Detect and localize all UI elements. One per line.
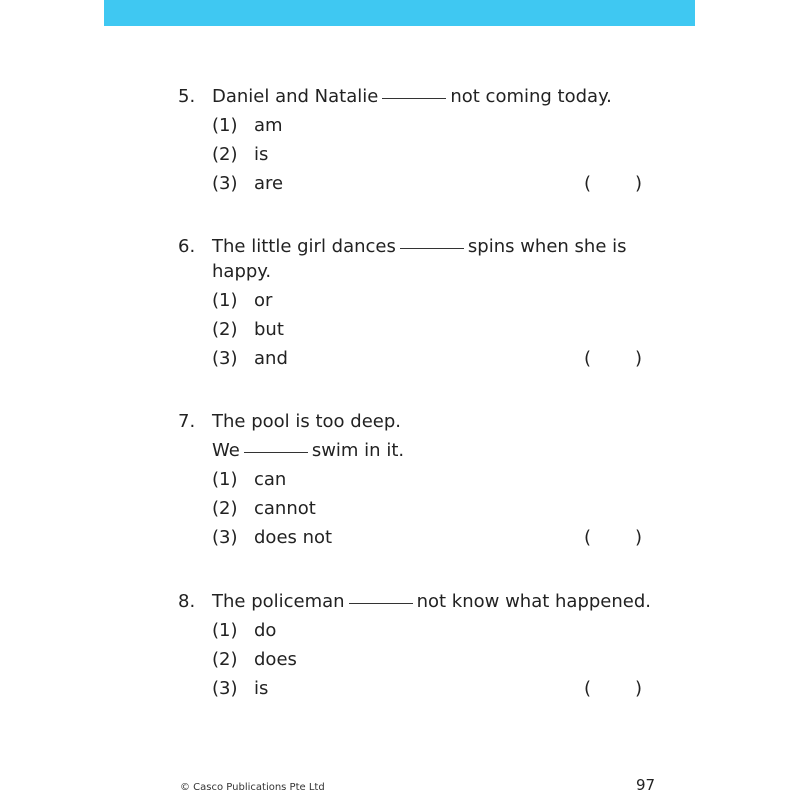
option-3: (3) are ( ) bbox=[178, 169, 678, 198]
answer-blank bbox=[244, 451, 308, 453]
question-text: happy. bbox=[212, 261, 272, 282]
copyright-text: © Casco Publications Pte Ltd bbox=[180, 782, 325, 793]
option-3: (3) is ( ) bbox=[178, 674, 678, 703]
question-6 bbox=[178, 232, 678, 373]
question-line bbox=[178, 82, 678, 111]
option-3: (3) does not ( ) bbox=[178, 523, 678, 552]
text-after-blank: spins when she is bbox=[467, 236, 627, 257]
option-text: are bbox=[254, 173, 284, 194]
option-number: (3) bbox=[212, 173, 238, 194]
text-before-blank: Daniel and Natalie bbox=[212, 86, 379, 107]
option-2 bbox=[178, 315, 678, 344]
option-number: (1) bbox=[212, 469, 238, 490]
option-text: does not bbox=[254, 527, 333, 548]
option-text: am bbox=[254, 115, 283, 136]
answer-blank bbox=[349, 602, 413, 604]
question-number: 8. bbox=[178, 591, 196, 612]
text-after-blank: not know what happened. bbox=[416, 591, 652, 612]
option-number: (1) bbox=[212, 290, 238, 311]
question-text bbox=[212, 436, 404, 465]
question-text bbox=[212, 82, 612, 111]
question-8 bbox=[178, 587, 678, 703]
option-3: (3) and ( ) bbox=[178, 344, 678, 373]
question-number: 5. bbox=[178, 86, 196, 107]
question-number: 7. bbox=[178, 411, 196, 432]
option-number: (2) bbox=[212, 498, 238, 519]
option-2 bbox=[178, 645, 678, 674]
option-text: do bbox=[254, 620, 277, 641]
question-line bbox=[178, 587, 678, 616]
option-number: (2) bbox=[212, 319, 238, 340]
question-line bbox=[178, 407, 678, 436]
question-7 bbox=[178, 407, 678, 552]
option-text: can bbox=[254, 469, 287, 490]
text-before-blank: The policeman bbox=[212, 591, 345, 612]
text-before-blank: The little girl dances bbox=[212, 236, 396, 257]
answer-blank bbox=[400, 247, 464, 249]
option-text: but bbox=[254, 319, 284, 340]
question-line bbox=[178, 436, 678, 465]
option-text: or bbox=[254, 290, 273, 311]
option-text: cannot bbox=[254, 498, 316, 519]
page-number: 97 bbox=[636, 776, 656, 794]
option-text: does bbox=[254, 649, 297, 670]
text-after-blank: swim in it. bbox=[311, 440, 405, 461]
option-1 bbox=[178, 616, 678, 645]
worksheet-page bbox=[104, 0, 695, 800]
text-after-blank: not coming today. bbox=[450, 86, 612, 107]
option-1 bbox=[178, 286, 678, 315]
question-number: 6. bbox=[178, 236, 196, 257]
option-text: is bbox=[254, 678, 269, 699]
top-color-band bbox=[104, 0, 695, 26]
option-1 bbox=[178, 111, 678, 140]
answer-blank bbox=[382, 97, 446, 99]
question-text: The pool is too deep. bbox=[212, 411, 401, 432]
question-text bbox=[212, 587, 651, 616]
question-5 bbox=[178, 82, 678, 198]
option-number: (2) bbox=[212, 144, 238, 165]
option-number: (3) bbox=[212, 348, 238, 369]
option-number: (2) bbox=[212, 649, 238, 670]
option-number: (3) bbox=[212, 527, 238, 548]
option-number: (1) bbox=[212, 620, 238, 641]
text-before-blank: We bbox=[212, 440, 240, 461]
question-line bbox=[178, 232, 678, 257]
option-text: and bbox=[254, 348, 288, 369]
question-line bbox=[178, 257, 678, 286]
option-text: is bbox=[254, 144, 269, 165]
option-2 bbox=[178, 494, 678, 523]
option-number: (3) bbox=[212, 678, 238, 699]
option-1 bbox=[178, 465, 678, 494]
option-2 bbox=[178, 140, 678, 169]
option-number: (1) bbox=[212, 115, 238, 136]
